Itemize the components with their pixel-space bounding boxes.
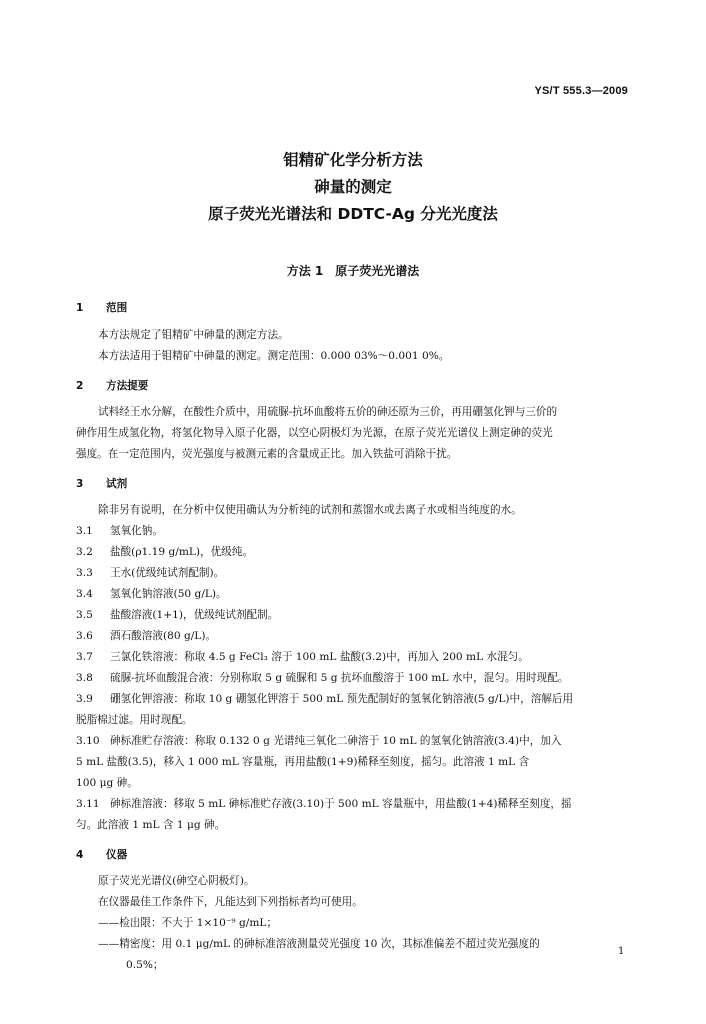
paragraph: 除非另有说明，在分析中仅使用确认为分析纯的试剂和蒸馏水或去离子水或相当纯度的水。 [98,504,522,516]
item-number: 3.9 [76,693,93,705]
item-number: 3.1 [76,525,93,537]
item-text: 酒石酸溶液(80 g/L)。 [110,630,217,642]
list-item [76,587,227,601]
standard-code: YS/T 555.3—2009 [534,85,628,97]
section-heading-reagents [76,476,127,491]
list-item-continuation: 100 μg 砷。 [76,777,138,789]
list-item [76,608,278,622]
paragraph-line: 0.5%； [126,959,164,971]
document-title-line2: 砷量的测定 [314,178,392,196]
paragraph: 本方法适用于钼精矿中砷量的测定。测定范围：0.000 03%～0.001 0%。 [98,350,450,362]
paragraph-line: 强度。在一定范围内，荧光强度与被测元素的含量成正比。加入铁盐可消除干扰。 [76,448,458,460]
list-item [76,545,253,559]
item-text: 砷标准溶液：移取 5 mL 砷标准贮存液(3.10)于 500 mL 容量瓶中，用盐酸(1+4)稀释至刻度，摇 [110,798,572,810]
section-number: 3 [76,478,84,490]
paragraph: 本方法规定了钼精矿中砷量的测定方法。 [98,329,289,341]
item-number: 3.6 [76,630,93,642]
item-text: 硫脲-抗坏血酸混合液：分别称取 5 g 硫脲和 5 g 抗坏血酸溶于 100 mL 水中，混匀。用时现配。 [110,672,569,684]
section-number: 4 [76,849,84,861]
item-text: 盐酸(ρ1.19 g/mL)，优级纯。 [110,546,254,558]
list-item [76,734,562,748]
item-number: 3.10 [76,735,100,747]
section-number: 1 [76,302,84,314]
item-number: 3.4 [76,588,93,600]
list-item [76,671,568,685]
section-heading-scope [76,300,127,315]
item-number: 3.11 [76,798,100,810]
section-title: 方法提要 [106,380,149,392]
section-title: 试剂 [106,478,128,490]
item-text: 氢氧化钠。 [110,525,163,537]
section-title: 仪器 [106,849,128,861]
paragraph-line: ——精密度：用 0.1 μg/mL 的砷标准溶液测量荧光强度 10 次，其标准偏差不超过荧光强度的 [98,938,540,950]
list-item-continuation: 脱脂棉过滤。用时现配。 [76,714,193,726]
list-item [76,524,163,538]
item-text: 三氯化铁溶液：称取 4.5 g FeCl₃ 溶于 100 mL 盐酸(3.2)中，再加入 200 mL 水混匀。 [110,651,529,663]
paragraph-line: 砷作用生成氢化物，将氢化物导入原子化器，以空心阴极灯为光源，在原子荧光光谱仪上测定砷的荧光 [76,427,553,439]
paragraph-line: ——检出限：不大于 1×10⁻⁹ g/mL； [98,917,278,929]
item-number: 3.7 [76,651,93,663]
list-item [76,629,216,643]
item-number: 3.8 [76,672,93,684]
section-heading-principle [76,378,148,393]
section-title: 范围 [106,302,128,314]
item-number: 3.2 [76,546,93,558]
method-title: 方法 1 原子荧光光谱法 [286,264,420,278]
paragraph-line: 原子荧光光谱仪(砷空心阴极灯)。 [98,875,255,887]
list-item-continuation: 5 mL 盐酸(3.5)，移入 1 000 mL 容量瓶，再用盐酸(1+9)稀释至刻度，摇匀。此溶液 1 mL 含 [76,756,530,768]
page-number: 1 [618,946,625,957]
item-number: 3.5 [76,609,93,621]
item-text: 氢氧化钠溶液(50 g/L)。 [110,588,227,600]
list-item-continuation: 匀。此溶液 1 mL 含 1 μg 砷。 [76,819,226,831]
list-item [76,650,529,664]
item-text: 硼氢化钾溶液：称取 10 g 硼氢化钾溶于 500 mL 预先配制好的氢氧化钠溶液(5 g/L)中，溶解后用 [110,693,574,705]
item-text: 砷标准贮存溶液：称取 0.132 0 g 光谱纯三氧化二砷溶于 10 mL 的氢氧化钠溶液(3.4)中，加入 [110,735,562,747]
paragraph-line: 试料经王水分解，在酸性介质中，用硫脲-抗坏血酸将五价的砷还原为三价，再用硼氢化钾与三价的 [98,406,558,418]
list-item [76,797,572,811]
list-item [76,566,224,580]
section-number: 2 [76,380,84,392]
item-text: 盐酸溶液(1+1)，优级纯试剂配制。 [110,609,279,621]
item-number: 3.3 [76,567,93,579]
section-heading-apparatus [76,847,127,862]
paragraph-line: 在仪器最佳工作条件下，凡能达到下列指标者均可使用。 [98,896,363,908]
document-title-line3: 原子荧光光谱法和 DDTC-Ag 分光光度法 [208,205,498,223]
document-title-line1: 钼精矿化学分析方法 [283,151,423,169]
item-text: 王水(优级纯试剂配制)。 [110,567,225,579]
list-item [76,692,573,706]
